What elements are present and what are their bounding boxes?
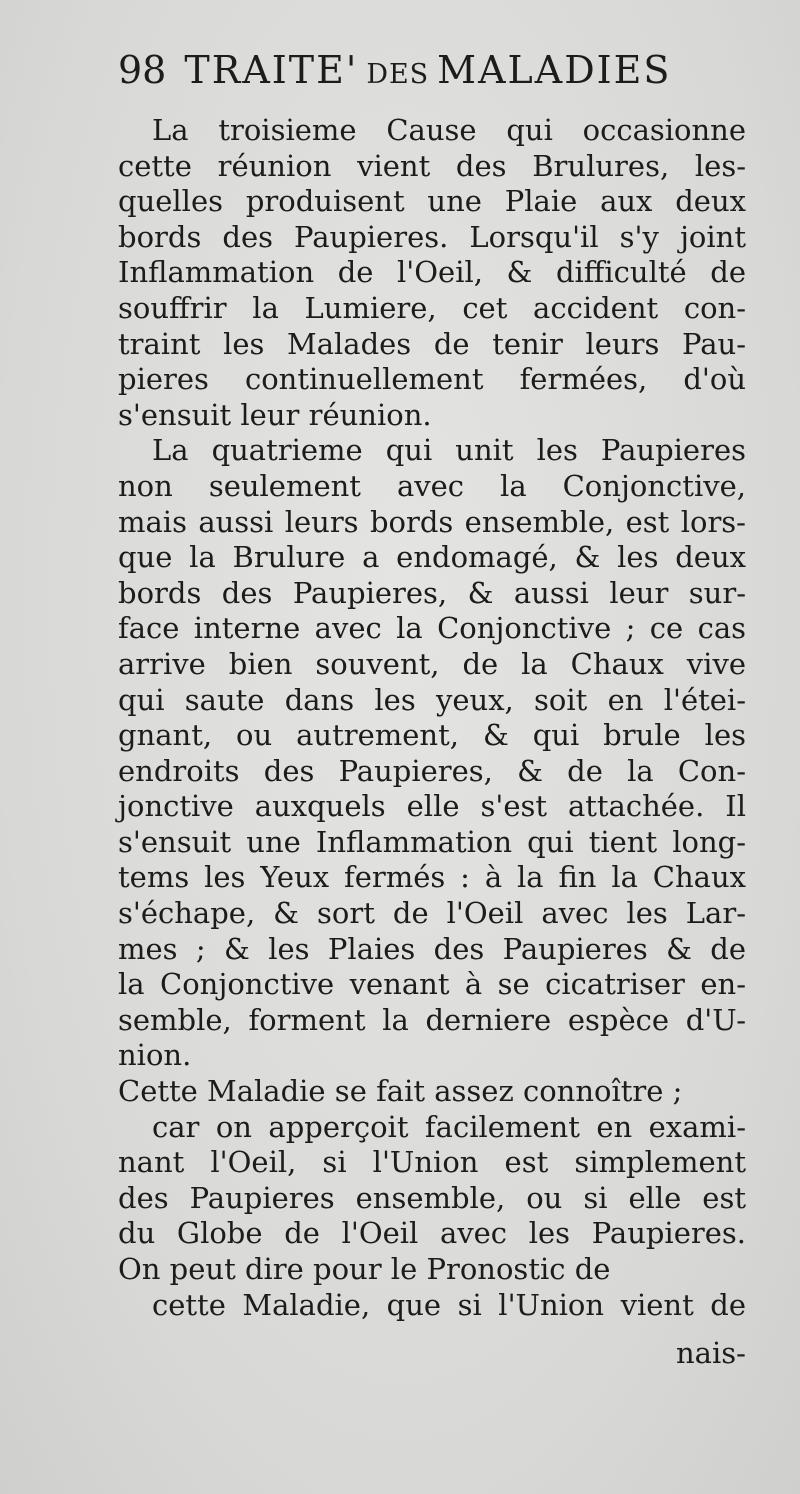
text-line: Cette Maladie se fait assez connoître ; [118,1074,683,1109]
page-number: 98 [118,48,167,92]
text-line: pieres continuellement fermées, d'où [118,362,746,397]
running-header [118,48,718,98]
text-line: s'ensuit une Inflammation qui tient long- [118,824,746,859]
text-line: gnant, ou autrement, & qui brule les [118,718,746,753]
text-line: nion. [118,1038,192,1073]
text-line: que la Brulure a endomagé, & les deux [118,540,746,575]
page-body-text [118,113,746,1359]
text-line: traint les Malades de tenir leurs Pau- [118,326,746,361]
text-line: des Paupieres ensemble, ou si elle est [118,1180,746,1215]
text-line: bords des Paupieres, & aussi leur sur- [118,575,746,610]
text-line: La troisieme Cause qui occasionne [152,113,746,147]
text-line: arrive bien souvent, de la Chaux vive [118,646,746,681]
text-line: s'ensuit leur réunion. [118,397,432,432]
text-line: tems les Yeux fermés : à la fin la Chaux [118,860,746,895]
text-line [118,1323,746,1359]
text-line: cette Maladie, que si l'Union vient de [152,1287,746,1322]
text-line: face interne avec la Conjonctive ; ce cas [118,611,746,646]
text-line: mes ; & les Plaies des Paupieres & de [118,931,746,966]
text-line: nant l'Oeil, si l'Union est simplement [118,1145,746,1180]
text-line: car on apperçoit facilement en exami- [152,1109,746,1144]
text-line: cette réunion vient des Brulures, les- [118,148,746,183]
text-line: La quatrieme qui unit les Paupieres [152,433,746,468]
text-line: Inflammation de l'Oeil, & difficulté de [118,255,746,290]
text-line: semble, forment la derniere espèce d'U- [118,1002,746,1037]
text-line: mais aussi leurs bords ensemble, est lors- [118,504,746,539]
text-line: non seulement avec la Conjonctive, [118,468,746,503]
text-line: souffrir la Lumiere, cet accident con- [118,290,746,325]
text-line: On peut dire pour le Pronostic de [118,1252,611,1286]
text-line: qui saute dans les yeux, soit en l'étei- [118,682,746,717]
text-line: du Globe de l'Oeil avec les Paupieres. [118,1216,746,1251]
header-word-2: DES [366,59,430,90]
header-word-1: TRAITE' [184,48,359,92]
text-line: la Conjonctive venant à se cicatriser en- [118,967,746,1002]
text-line: jonctive auxquels elle s'est attachée. Il [118,789,746,824]
text-line: endroits des Paupieres, & de la Con- [118,753,746,788]
text-line: bords des Paupieres. Lorsqu'il s'y joint [118,219,746,254]
header-word-3: MALADIES [437,48,672,92]
text-line: quelles produisent une Plaie aux deux [118,184,746,219]
text-line: s'échape, & sort de l'Oeil avec les Lar- [118,896,746,931]
catchword: nais- [676,1336,746,1370]
